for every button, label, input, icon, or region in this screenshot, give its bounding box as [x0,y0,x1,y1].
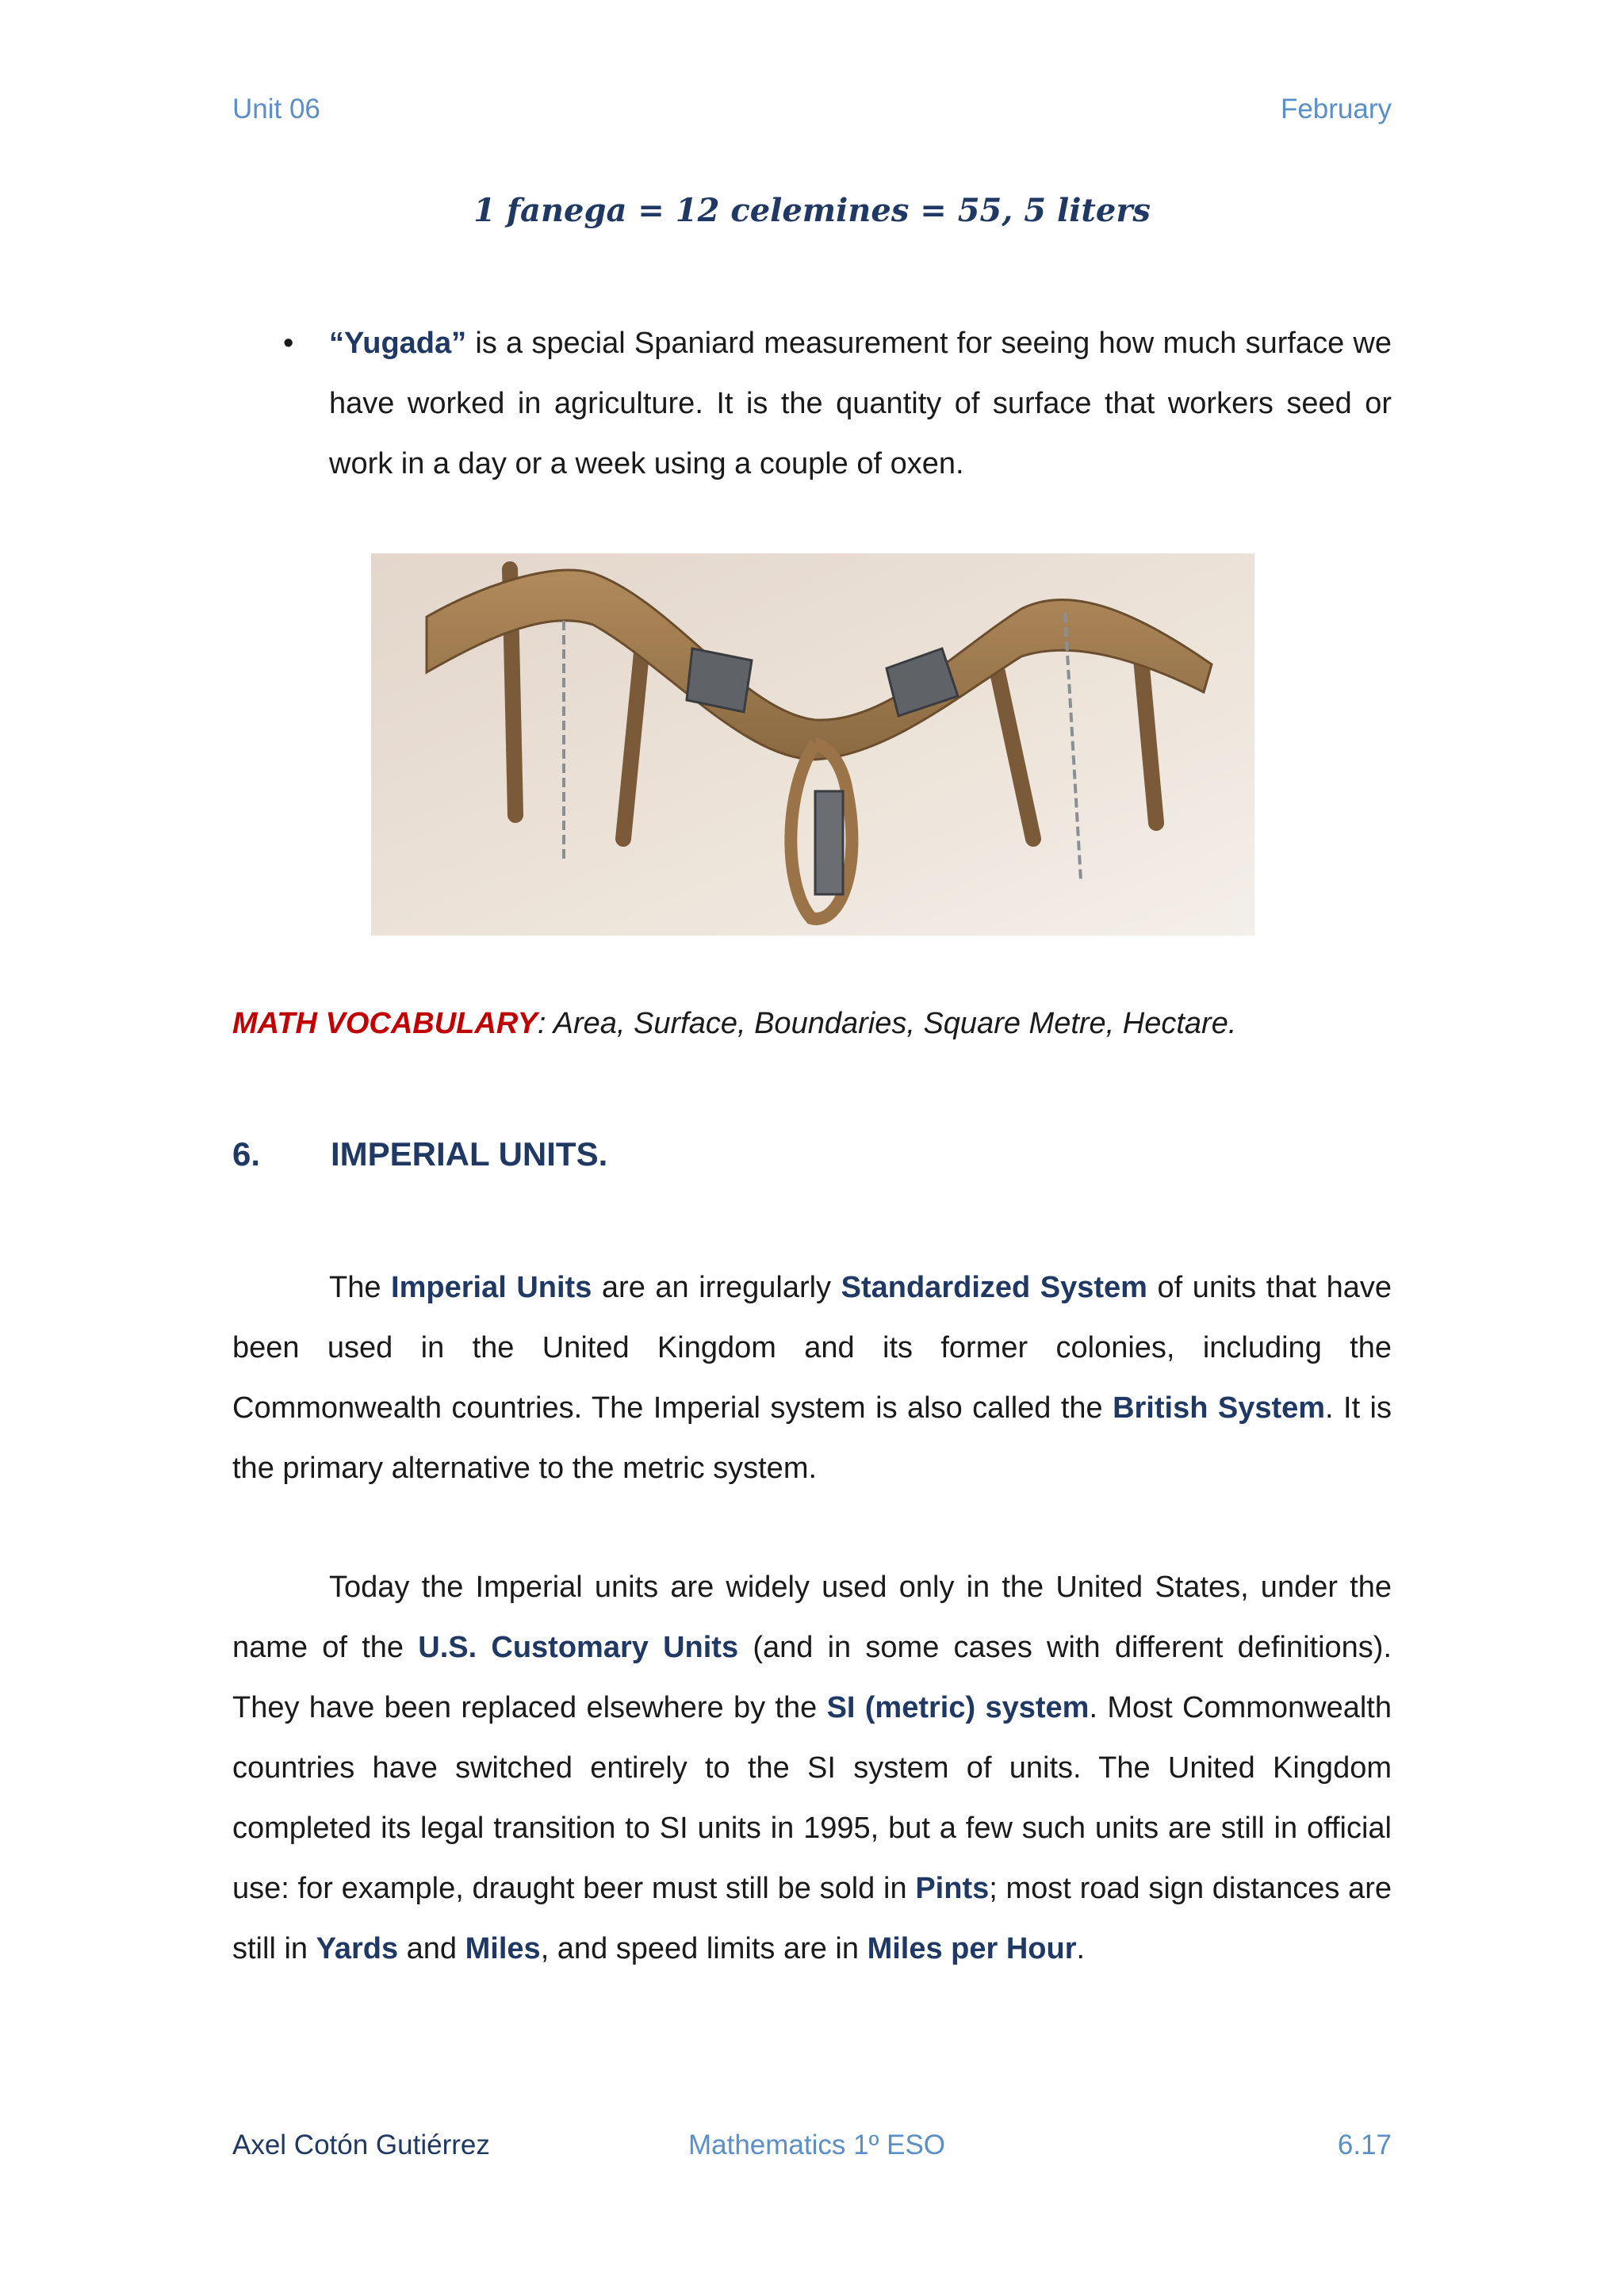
footer-author: Axel Cotón Gutiérrez [232,2130,490,2160]
paragraph-text: The [329,1271,392,1304]
keyword-si-metric-system: SI (metric) system [826,1691,1090,1724]
keyword-yards: Yards [316,1932,399,1965]
math-vocabulary [232,1007,1236,1041]
fanega-formula: 1 fanega = 12 celemines = 55, 5 liters [473,192,1151,229]
vocabulary-label: MATH VOCABULARY [232,1007,538,1040]
paragraph-text: are an irregularly [592,1271,841,1304]
paragraph-text: and [398,1932,465,1965]
paragraph-text: ; most road sign distances are still in [232,1872,1392,1965]
section-heading [232,1135,607,1173]
footer-page-number: 6.17 [1337,2130,1392,2160]
footer-course: Mathematics 1º ESO [688,2130,946,2160]
paragraph-text: . Most Commonwealth countries have switched entirely to the SI system of units. The United Kingdom completed its legal transition to SI units in 1995, but a few such units are still in official use: for example, draught beer must still be sold in [232,1691,1392,1905]
us-customary-paragraph [232,1557,1392,1979]
paragraph-text: . [1076,1932,1086,1965]
paragraph-text: of units that have been used in the United Kingdom and its former colonies, including the Commonwealth countries. The Imperial system is also called the [232,1271,1392,1425]
section-number: 6. [232,1135,261,1173]
paragraph-text: , and speed limits are in [540,1932,868,1965]
keyword-british-system: British System [1113,1391,1326,1425]
yugada-bullet [329,313,1392,494]
bullet-icon: • [283,327,294,360]
paragraph-text: (and in some cases with different definitions). They have been replaced elsewhere by the [232,1631,1392,1724]
imperial-units-paragraph [232,1257,1392,1498]
section-title: IMPERIAL UNITS. [331,1135,608,1173]
paragraph-text: Today the Imperial units are widely used only in the United States, under the name of the [232,1571,1392,1664]
yoke-center-plate [815,791,843,894]
header-unit: Unit 06 [232,94,320,124]
paragraph-text: . It is the primary alternative to the metric system. [232,1391,1392,1485]
keyword-miles-per-hour: Miles per Hour [867,1932,1077,1965]
keyword-miles: Miles [465,1932,541,1965]
yugada-text: is a special Spaniard measurement for seeing how much surface we have worked in agriculture. It is the quantity of surface that workers seed or work in a day or a week using a couple of oxen. [329,327,1392,480]
yugada-term: “Yugada” [329,327,467,360]
keyword-standardized-system: Standardized System [841,1271,1147,1304]
vocabulary-list: : Area, Surface, Boundaries, Square Metre, Hectare. [537,1007,1237,1040]
header-month: February [1280,94,1392,124]
keyword-imperial-units: Imperial Units [391,1271,592,1304]
keyword-us-customary-units: U.S. Customary Units [418,1631,739,1664]
yoke-photo [371,553,1254,936]
keyword-pints: Pints [915,1872,990,1905]
